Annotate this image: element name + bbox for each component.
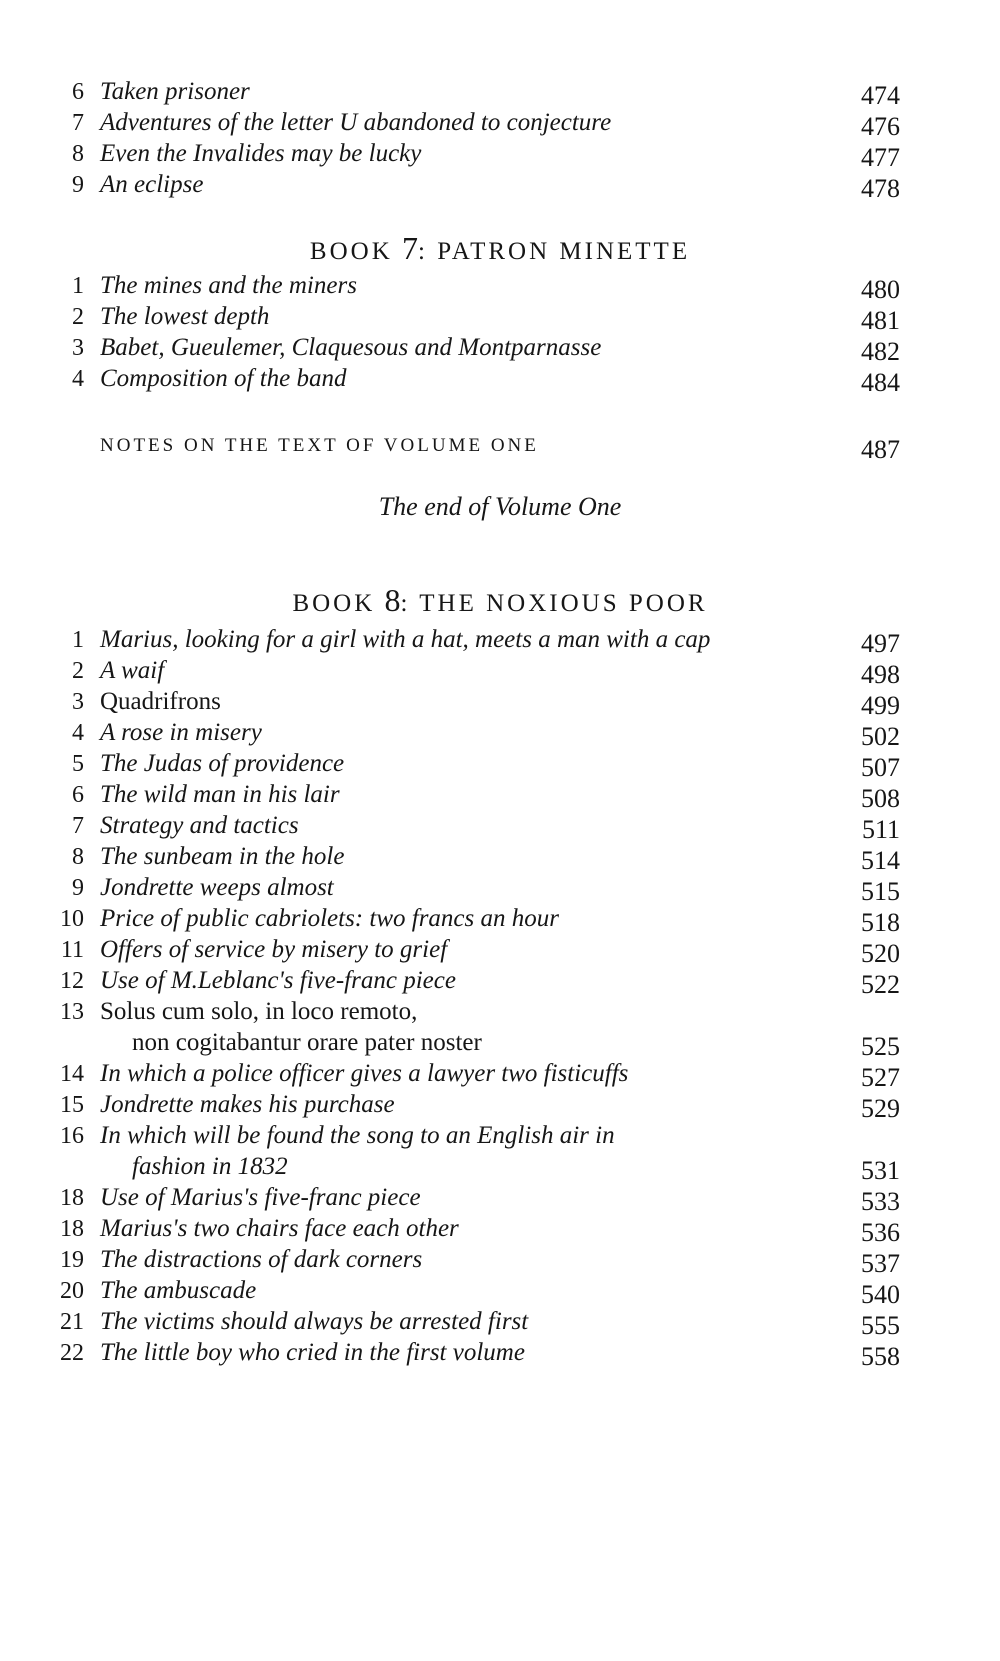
entry-number: 9 xyxy=(72,875,84,901)
entry-page: 540 xyxy=(861,1280,900,1309)
entry-page: 537 xyxy=(861,1249,900,1278)
toc-entry xyxy=(40,903,900,935)
entry-number: 18 xyxy=(60,1216,84,1242)
end-of-volume-note: The end of Volume One xyxy=(378,492,622,521)
entry-page: 480 xyxy=(861,275,900,304)
entry-page: 533 xyxy=(861,1187,900,1216)
entry-page: 522 xyxy=(861,970,900,999)
entry-title: The victims should always be arrested first xyxy=(100,1308,529,1335)
entry-number: 5 xyxy=(72,751,84,777)
entry-title: Jondrette weeps almost xyxy=(100,874,334,901)
entry-page: 558 xyxy=(861,1342,900,1371)
notes-entry-label: NOTES ON THE TEXT OF VOLUME ONE xyxy=(100,435,539,456)
entry-number: 16 xyxy=(60,1123,84,1149)
entry-title: In which a police officer gives a lawyer two fisticuffs xyxy=(100,1060,629,1087)
entry-number: 4 xyxy=(72,366,84,392)
entry-title: In which will be found the song to an English air in xyxy=(100,1122,615,1149)
entry-number: 2 xyxy=(72,658,84,684)
toc-entry xyxy=(40,934,900,966)
entry-page: 514 xyxy=(861,846,900,875)
toc-entry xyxy=(40,748,900,780)
entry-number: 1 xyxy=(72,273,84,299)
entry-number: 2 xyxy=(72,304,84,330)
toc-entry xyxy=(40,107,900,139)
book-number: 7 xyxy=(402,230,418,266)
entry-title: Offers of service by misery to grief xyxy=(100,936,448,963)
entry-number: 7 xyxy=(72,110,84,136)
entry-page: 498 xyxy=(861,660,900,689)
entry-title: Use of Marius's five-franc piece xyxy=(100,1184,421,1211)
entry-title: The little boy who cried in the first volume xyxy=(100,1339,525,1366)
toc-entry xyxy=(40,270,900,302)
entry-title: Strategy and tactics xyxy=(100,812,299,839)
book-label: BOOK xyxy=(292,590,376,617)
entry-number: 21 xyxy=(60,1309,84,1335)
toc-entry xyxy=(40,1120,900,1152)
entry-number: 3 xyxy=(72,335,84,361)
entry-number: 13 xyxy=(60,999,84,1025)
entry-title: Adventures of the letter U abandoned to conjecture xyxy=(100,109,612,136)
entry-number: 20 xyxy=(60,1278,84,1304)
entry-page: 474 xyxy=(861,81,900,110)
entry-title: Use of M.Leblanc's five-franc piece xyxy=(100,967,456,994)
entry-page: 527 xyxy=(861,1063,900,1092)
entry-page: 511 xyxy=(861,815,900,844)
toc-entry xyxy=(40,686,900,718)
entry-title-continued: fashion in 1832 xyxy=(132,1153,288,1180)
entry-number: 22 xyxy=(60,1340,84,1366)
toc-entry-continuation xyxy=(40,1151,900,1183)
entry-title: The ambuscade xyxy=(100,1277,257,1304)
entry-page: 484 xyxy=(861,368,900,397)
entry-title: Price of public cabriolets: two francs an hour xyxy=(100,905,559,932)
book-title: : PATRON MINETTE xyxy=(418,238,691,265)
entry-number: 6 xyxy=(72,79,84,105)
entry-number: 15 xyxy=(60,1092,84,1118)
entry-title-continued: non cogitabantur orare pater noster xyxy=(132,1029,482,1056)
entry-page: 531 xyxy=(861,1156,900,1185)
entry-number: 4 xyxy=(72,720,84,746)
entry-number: 19 xyxy=(60,1247,84,1273)
toc-entry xyxy=(40,1182,900,1214)
entry-page: 508 xyxy=(861,784,900,813)
book-label: BOOK xyxy=(309,238,393,265)
entry-page: 497 xyxy=(861,629,900,658)
entry-page: 477 xyxy=(861,143,900,172)
entry-page: 478 xyxy=(861,174,900,203)
entry-page: 482 xyxy=(861,337,900,366)
toc-entry xyxy=(40,169,900,201)
toc-entry xyxy=(40,872,900,904)
entry-number: 7 xyxy=(72,813,84,839)
entry-page: 481 xyxy=(861,306,900,335)
entry-number: 8 xyxy=(72,141,84,167)
entry-number: 6 xyxy=(72,782,84,808)
entry-title: The sunbeam in the hole xyxy=(100,843,345,870)
book-7-heading xyxy=(0,230,1000,270)
toc-entry xyxy=(40,624,900,656)
entry-title: Composition of the band xyxy=(100,365,347,392)
toc-entry xyxy=(40,1089,900,1121)
entry-number: 1 xyxy=(72,627,84,653)
entry-page: 555 xyxy=(861,1311,900,1340)
entry-title: A rose in misery xyxy=(100,719,262,746)
entry-title: The distractions of dark corners xyxy=(100,1246,423,1273)
toc-entry xyxy=(40,1275,900,1307)
entry-number: 8 xyxy=(72,844,84,870)
toc-entry xyxy=(40,76,900,108)
book-number: 8 xyxy=(384,582,401,618)
entry-title: Marius's two chairs face each other xyxy=(100,1215,459,1242)
entry-number: 11 xyxy=(60,937,84,963)
entry-title: Solus cum solo, in loco remoto, xyxy=(100,998,418,1025)
entry-number: 12 xyxy=(60,968,84,994)
toc-entry xyxy=(40,996,900,1028)
entry-page: 529 xyxy=(861,1094,900,1123)
notes-entry-page: 487 xyxy=(861,435,900,464)
entry-number: 10 xyxy=(60,906,84,932)
toc-entry xyxy=(40,363,900,395)
toc-entry xyxy=(40,655,900,687)
entry-number: 18 xyxy=(60,1185,84,1211)
book-title: : THE NOXIOUS POOR xyxy=(400,590,708,617)
entry-title: Jondrette makes his purchase xyxy=(100,1091,395,1118)
entry-title: The mines and the miners xyxy=(100,272,357,299)
toc-entry-continuation xyxy=(40,1027,900,1059)
entry-page: 515 xyxy=(861,877,900,906)
entry-page: 520 xyxy=(861,939,900,968)
toc-entry xyxy=(40,1337,900,1369)
entry-title: Quadrifrons xyxy=(100,688,221,715)
entry-page: 536 xyxy=(861,1218,900,1247)
toc-entry xyxy=(40,332,900,364)
entry-number: 3 xyxy=(72,689,84,715)
entry-number: 14 xyxy=(60,1061,84,1087)
entry-title: The wild man in his lair xyxy=(100,781,340,808)
toc-entry xyxy=(40,1213,900,1245)
entry-title: A waif xyxy=(100,657,165,684)
entry-title: Marius, looking for a girl with a hat, meets a man with a cap xyxy=(100,626,711,653)
entry-title: An eclipse xyxy=(100,171,204,198)
toc-entry xyxy=(40,1244,900,1276)
toc-entry xyxy=(40,138,900,170)
toc-entry xyxy=(40,717,900,749)
toc-entry xyxy=(40,779,900,811)
entry-page: 499 xyxy=(861,691,900,720)
toc-entry xyxy=(40,1306,900,1338)
entry-title: Even the Invalides may be lucky xyxy=(100,140,422,167)
entry-page: 525 xyxy=(861,1032,900,1061)
entry-title: The Judas of providence xyxy=(100,750,345,777)
toc-entry xyxy=(40,1058,900,1090)
toc-entry xyxy=(40,965,900,997)
entry-page: 507 xyxy=(861,753,900,782)
entry-title: Babet, Gueulemer, Claquesous and Montparnasse xyxy=(100,334,602,361)
entry-page: 502 xyxy=(861,722,900,751)
entry-title: The lowest depth xyxy=(100,303,270,330)
toc-entry xyxy=(40,841,900,873)
toc-entry xyxy=(40,301,900,333)
entry-page: 518 xyxy=(861,908,900,937)
entry-page: 476 xyxy=(861,112,900,141)
entry-title: Taken prisoner xyxy=(100,78,250,105)
book-8-heading xyxy=(0,582,1000,622)
toc-entry xyxy=(40,810,900,842)
entry-number: 9 xyxy=(72,172,84,198)
